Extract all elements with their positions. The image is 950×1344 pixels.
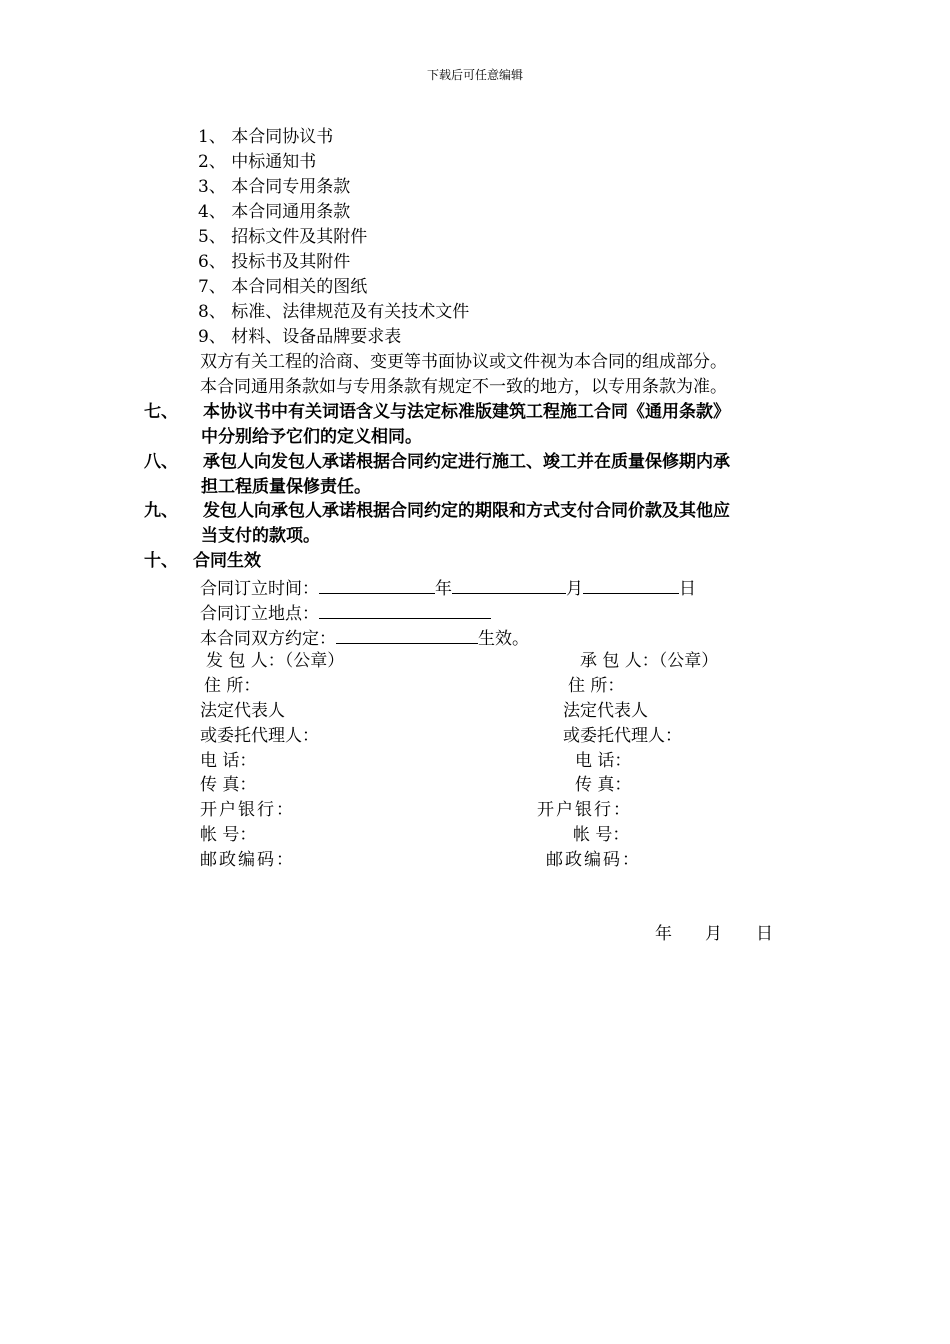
agreement-suffix: 生效。 (478, 629, 529, 649)
employer-representative: 法定代表人 (200, 701, 285, 721)
clause-7-number: 七、 (144, 402, 178, 422)
employer-title: 发 包 人：（公章） (206, 651, 345, 671)
employer-fax: 传 真： (200, 775, 257, 795)
note-precedence: 本合同通用条款如与专用条款有规定不一致的地方，以专用条款为准。 (200, 377, 727, 397)
agreement-label: 本合同双方约定： (200, 629, 336, 649)
contractor-title: 承 包 人：（公章） (580, 651, 719, 671)
employer-phone: 电 话： (200, 751, 257, 771)
doc-item-3: 3、 本合同专用条款 (198, 177, 351, 197)
signing-place-row (200, 600, 491, 625)
page-header: 下载后可任意编辑 (426, 68, 523, 82)
clause-7-line1: 本协议书中有关词语含义与法定标准版建筑工程施工合同《通用条款》 (203, 402, 730, 422)
signing-day-blank[interactable] (583, 575, 679, 594)
doc-item-9: 9、 材料、设备品牌要求表 (198, 327, 402, 347)
doc-item-2: 2、 中标通知书 (198, 152, 317, 172)
doc-item-8: 8、 标准、法律规范及有关技术文件 (198, 302, 470, 322)
signing-time-label: 合同订立时间： (200, 579, 319, 599)
signing-place-blank[interactable] (319, 600, 491, 619)
contractor-phone: 电 话： (575, 751, 632, 771)
contractor-address: 住 所： (568, 676, 625, 696)
doc-item-6: 6、 投标书及其附件 (198, 252, 351, 272)
footer-day: 日 (756, 924, 773, 944)
agreement-blank[interactable] (336, 625, 478, 644)
employer-postcode: 邮政编码： (200, 850, 295, 870)
signing-day-label: 日 (679, 579, 696, 599)
contractor-representative: 法定代表人 (563, 701, 648, 721)
clause-8-line2: 担工程质量保修责任。 (201, 477, 371, 497)
agreement-row (200, 625, 529, 650)
contractor-fax: 传 真： (575, 775, 632, 795)
clause-10-title: 合同生效 (193, 551, 261, 571)
contractor-agent: 或委托代理人： (563, 726, 682, 746)
clause-8-line1: 承包人向发包人承诺根据合同约定进行施工、竣工并在质量保修期内承 (203, 452, 730, 472)
doc-item-5: 5、 招标文件及其附件 (198, 227, 368, 247)
note-amendments: 双方有关工程的洽商、变更等书面协议或文件视为本合同的组成部分。 (200, 352, 727, 372)
signing-year-label: 年 (435, 579, 452, 599)
footer-month: 月 (705, 924, 722, 944)
contractor-postcode: 邮政编码： (546, 850, 641, 870)
clause-9-number: 九、 (144, 501, 178, 521)
doc-item-1: 1、 本合同协议书 (198, 127, 334, 147)
clause-8-number: 八、 (144, 452, 178, 472)
clause-9-line2: 当支付的款项。 (201, 526, 320, 546)
doc-item-7: 7、 本合同相关的图纸 (198, 277, 368, 297)
contractor-account: 帐 号： (573, 825, 630, 845)
signing-month-label: 月 (566, 579, 583, 599)
signing-place-label: 合同订立地点： (200, 604, 319, 624)
employer-account: 帐 号： (200, 825, 257, 845)
employer-address: 住 所： (204, 676, 261, 696)
signing-time-row (200, 575, 696, 600)
signing-month-blank[interactable] (452, 575, 566, 594)
signing-year-blank[interactable] (319, 575, 435, 594)
employer-bank: 开户银行： (200, 800, 295, 820)
employer-agent: 或委托代理人： (200, 726, 319, 746)
footer-year: 年 (655, 924, 672, 944)
contractor-bank: 开户银行： (537, 800, 632, 820)
doc-item-4: 4、 本合同通用条款 (198, 202, 351, 222)
clause-7-line2: 中分别给予它们的定义相同。 (201, 427, 422, 447)
clause-10-number: 十、 (144, 551, 178, 571)
clause-9-line1: 发包人向承包人承诺根据合同约定的期限和方式支付合同价款及其他应 (203, 501, 730, 521)
